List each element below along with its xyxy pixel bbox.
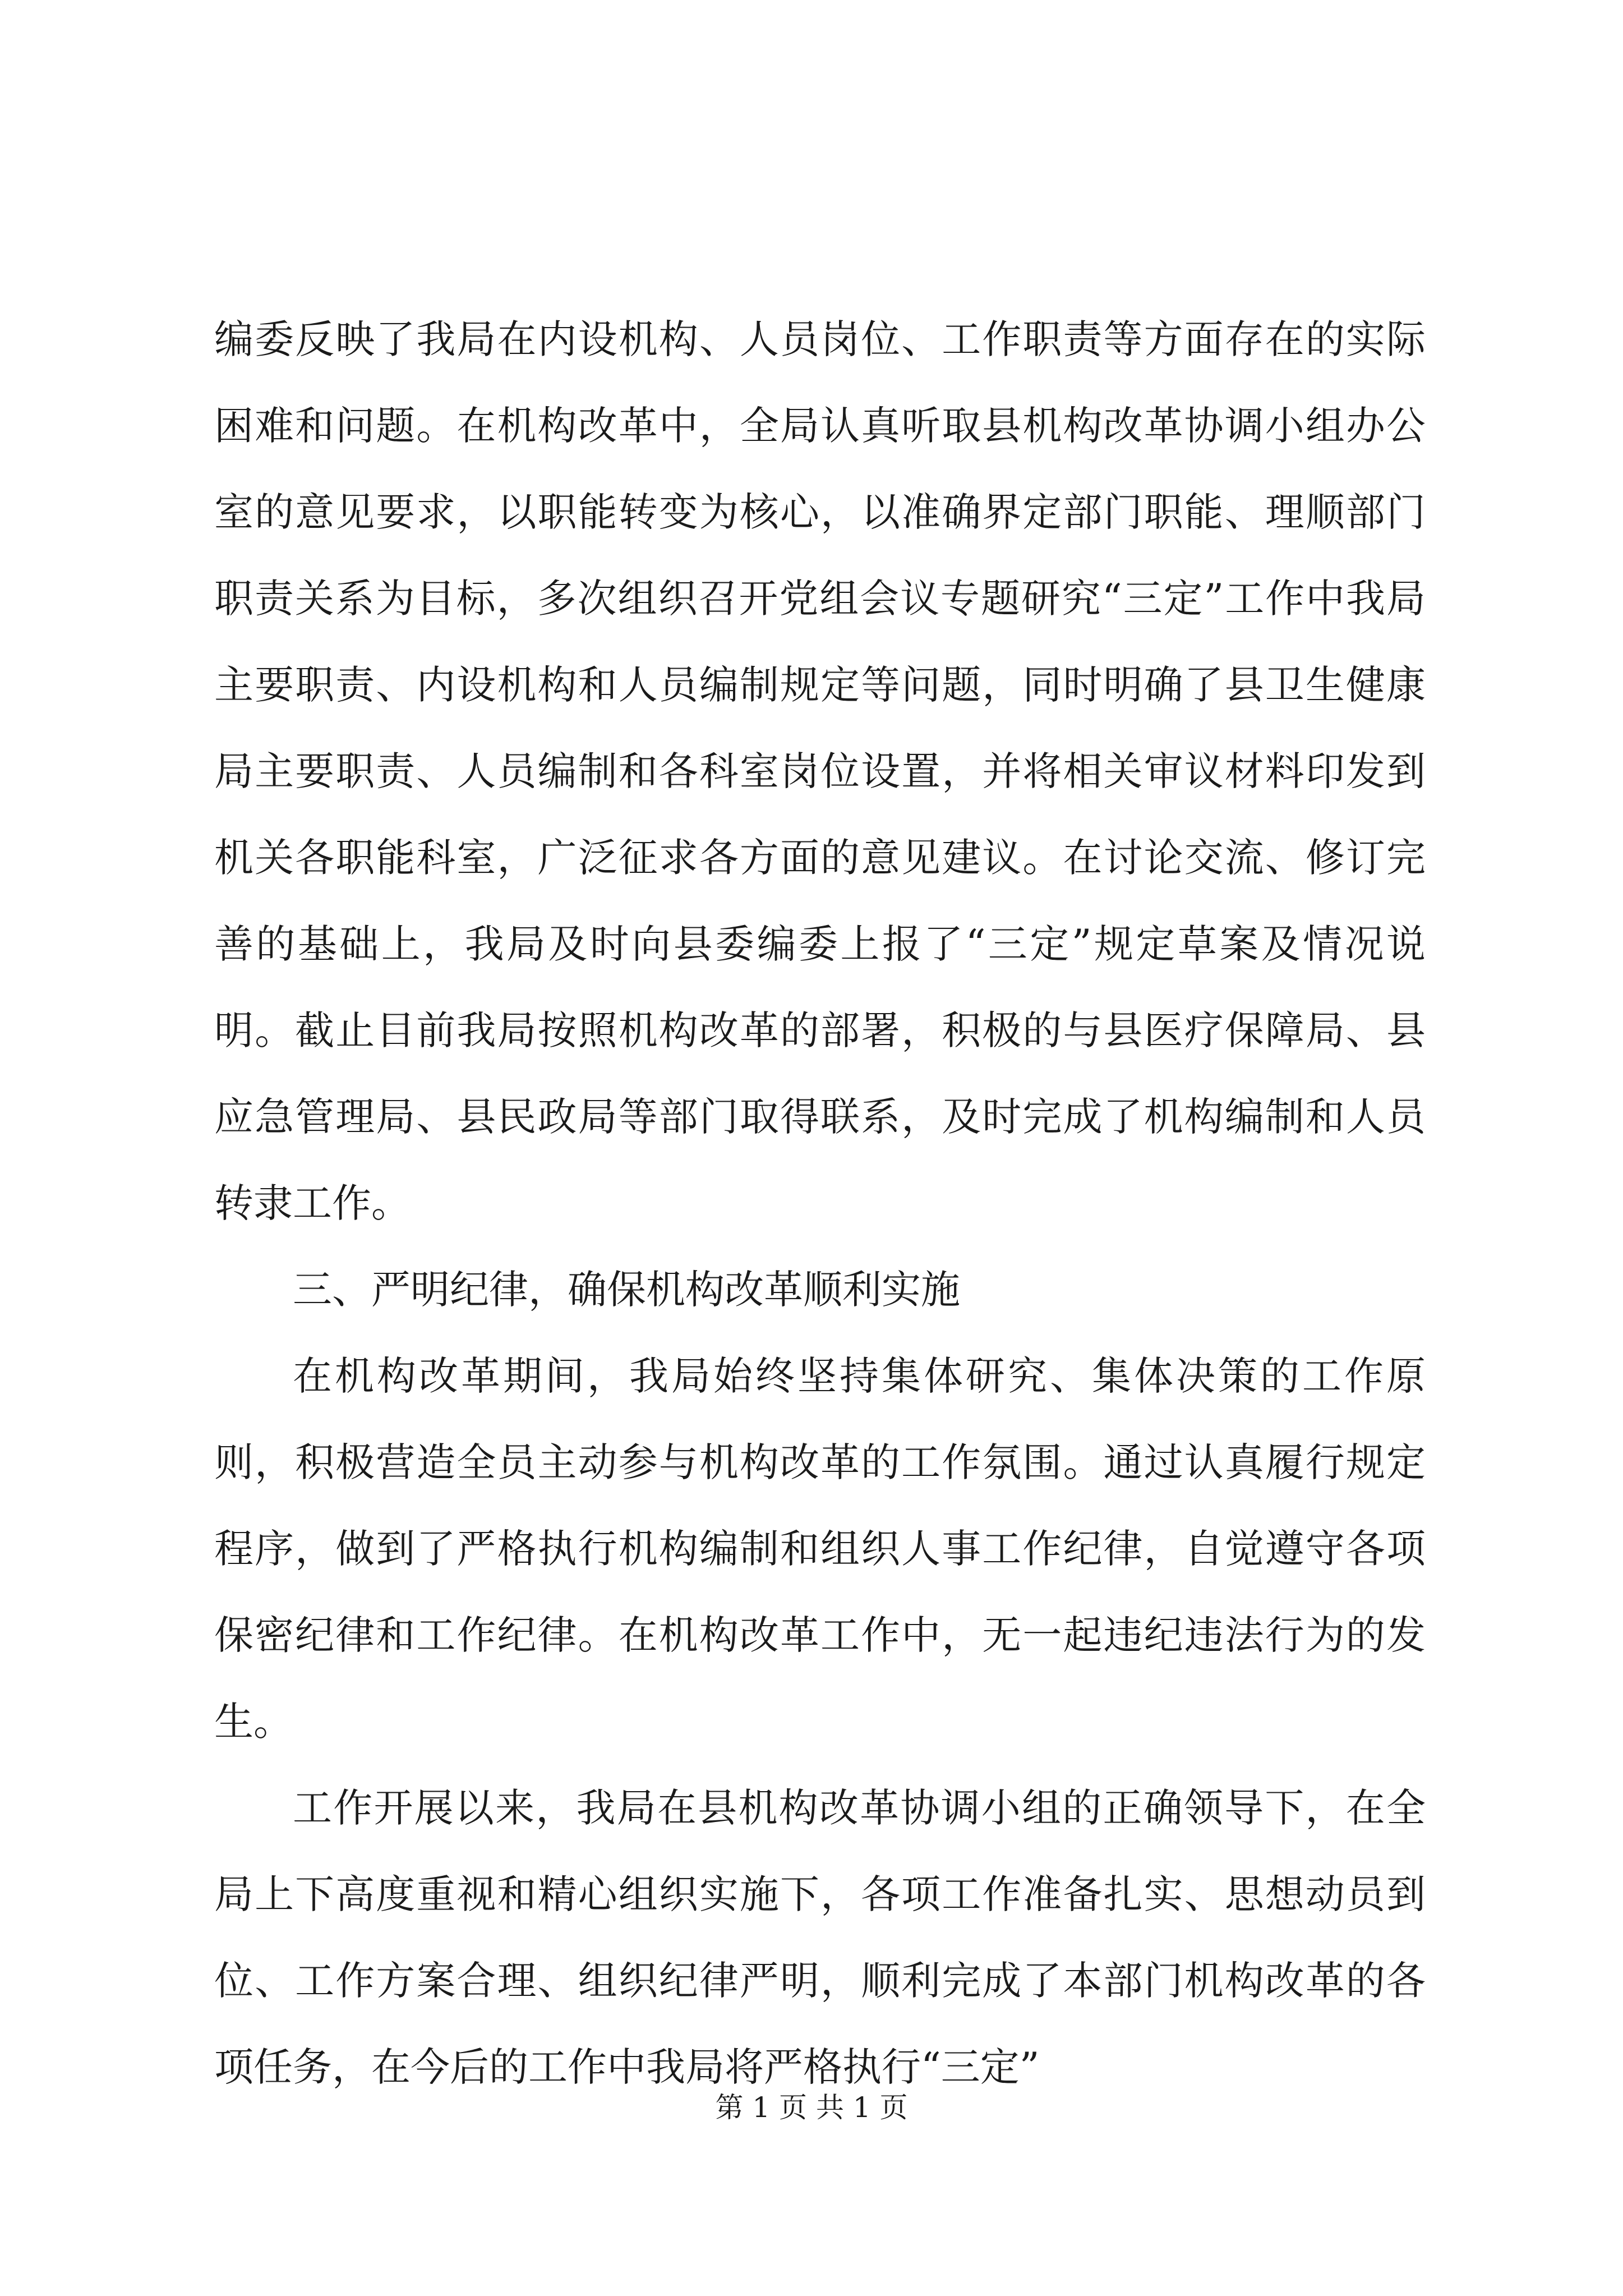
paragraph-discipline: 在机构改革期间，我局始终坚持集体研究、集体决策的工作原则，积极营造全员主动参与机构改革的工作氛围。通过认真履行规定程序，做到了严格执行机构编制和组织人事工作纪律，自觉遵守各项保密纪律和工作纪律。在机构改革工作中，无一起违纪违法行为的发生。 [214,1353,1426,1745]
section-heading: 三、严明纪律，确保机构改革顺利实施 [293,1267,960,1313]
page-number-footer: 第 1 页 共 1 页 [715,2091,908,2124]
paragraph-summary: 工作开展以来，我局在县机构改革协调小组的正确领导下，在全局上下高度重视和精心组织实施下，各项工作准备扎实、思想动员到位、工作方案合理、组织纪律严明，顺利完成了本部门机构改革的各项任务，在今后的工作中我局将严格执行“三定” [214,1785,1426,2090]
document-body [214,296,1426,2110]
paragraph-continuation: 编委反映了我局在内设机构、人员岗位、工作职责等方面存在的实际困难和问题。在机构改革中，全局认真听取县机构改革协调小组办公室的意见要求，以职能转变为核心，以准确界定部门职能、理顺部门职责关系为目标，多次组织召开党组会议专题研究“三定”工作中我局主要职责、内设机构和人员编制规定等问题，同时明确了县卫生健康局主要职责、人员编制和各科室岗位设置，并将相关审议材料印发到机关各职能科室，广泛征求各方面的意见建议。在讨论交流、修订完善的基础上，我局及时向县委编委上报了“三定”规定草案及情况说明。截止目前我局按照机构改革的部署，积极的与县医疗保障局、县应急管理局、县民政局等部门取得联系，及时完成了机构编制和人员转隶工作。 [214,316,1426,1226]
